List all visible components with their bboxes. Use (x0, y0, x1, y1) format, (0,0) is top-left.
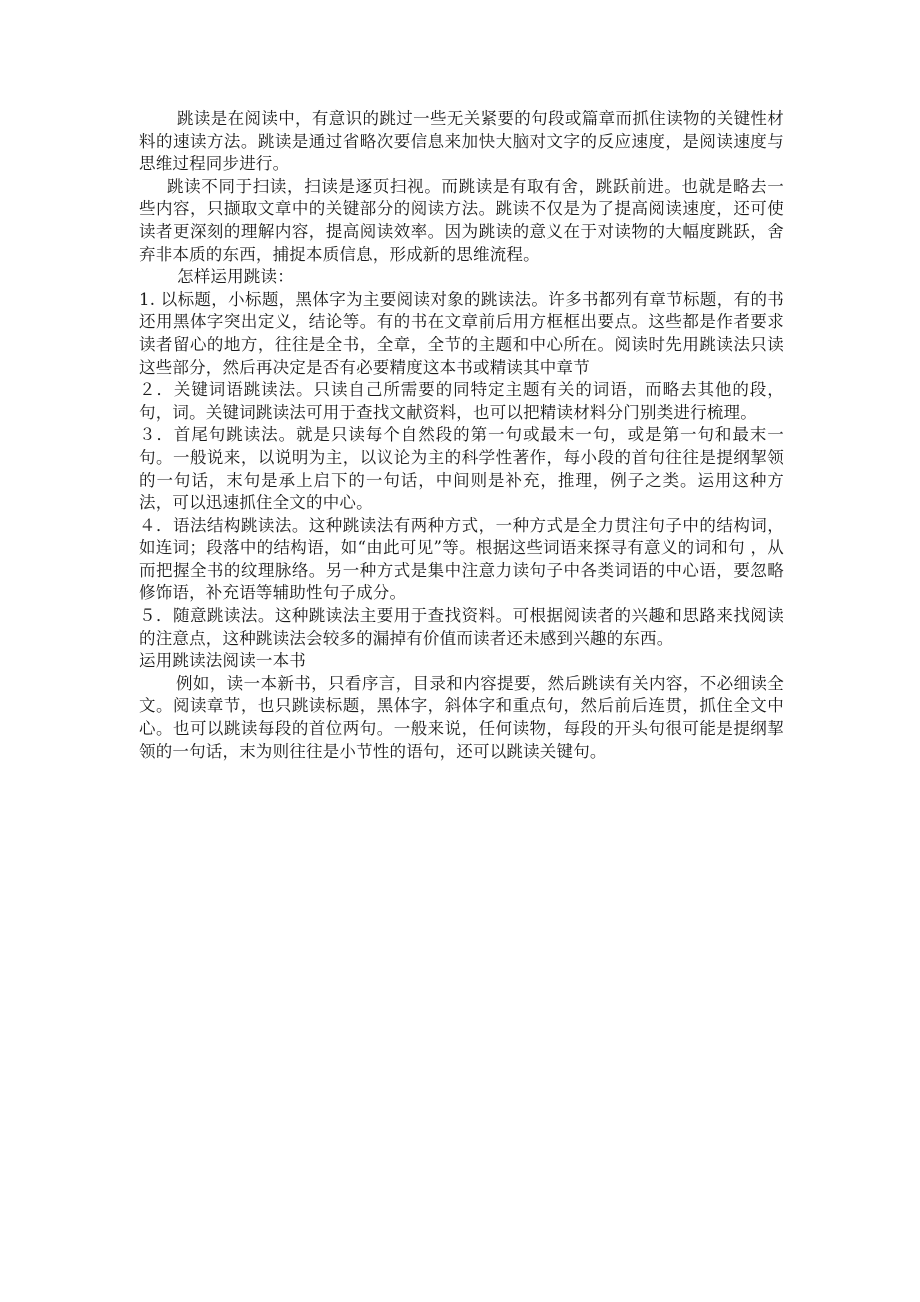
method-1-paragraph: 1. 以标题，小标题，黑体字为主要阅读对象的跳读法。许多书都列有章节标题，有的书还用黑体字突出定义，结论等。有的书在文章前后用方框框出要点。这些都是作者要求读者留心的地方，往往是全书，全章，全节的主题和中心所在。阅读时先用跳读法只读这些部分，然后再决定是否有必要精度这本书或精读其中章节 (139, 289, 784, 377)
section-heading-how-to: 怎样运用跳读： (177, 267, 294, 287)
intro-paragraph: 跳读是在阅读中，有意识的跳过一些无关紧要的句段或篇章而抓住读物的关键性材料的速读方法。跳读是通过省略次要信息来加快大脑对文字的反应速度，是阅读速度与思维过程同步进行。 (139, 109, 784, 174)
method-5-paragraph: ５．随意跳读法。这种跳读法主要用于查找资料。可根据阅读者的兴趣和思路来找阅读的注意点，这种跳读法会较多的漏掉有价值而读者还未感到兴趣的东西。 (139, 606, 784, 648)
document-body (139, 108, 784, 763)
method-2-paragraph: ２．关键词语跳读法。只读自己所需要的同特定主题有关的词语，而略去其他的段，句，词。关键词跳读法可用于查找文献资料，也可以把精读材料分门别类进行梳理。 (139, 380, 784, 422)
method-4-paragraph: ４．语法结构跳读法。这种跳读法有两种方式，一种方式是全力贯注句子中的结构词，如连词；段落中的结构语，如“由此可见”等。根据这些词语来探寻有意义的词和句 ，从而把握全书的纹理脉络。另一种方式是集中注意力读句子中各类词语的中心语，要忽略修饰语，补充语等辅助性句子成分。 (139, 515, 784, 603)
section-heading-book: 运用跳读法阅读一本书 (139, 651, 306, 671)
method-3-paragraph: ３．首尾句跳读法。就是只读每个自然段的第一句或最末一句，或是第一句和最末一句。一般说来，以说明为主，以议论为主的科学性著作，每小段的首句往往是提纲挈领的一句话，末句是承上启下的一句话，中间则是补充，推理，例子之类。运用这种方法，可以迅速抓住全文的中心。 (139, 425, 784, 513)
example-paragraph: 例如，读一本新书，只看序言，目录和内容提要，然后跳读有关内容，不必细读全文。阅读章节，也只跳读标题，黑体字，斜体字和重点句，然后前后连贯，抓住全文中心。也可以跳读每段的首位两句。一般来说，任何读物，每段的开头句很可能是提纲挈领的一句话，末为则往往是小节性的语句，还可以跳读关键句。 (139, 673, 784, 761)
difference-paragraph: 跳读不同于扫读，扫读是逐页扫视。而跳读是有取有舍，跳跃前进。也就是略去一些内容，只撷取文章中的关键部分的阅读方法。跳读不仅是为了提高阅读速度，还可使读者更深刻的理解内容，提高阅读效率。因为跳读的意义在于对读物的大幅度跳跃，舍弃非本质的东西，捕捉本质信息，形成新的思维流程。 (139, 176, 784, 264)
